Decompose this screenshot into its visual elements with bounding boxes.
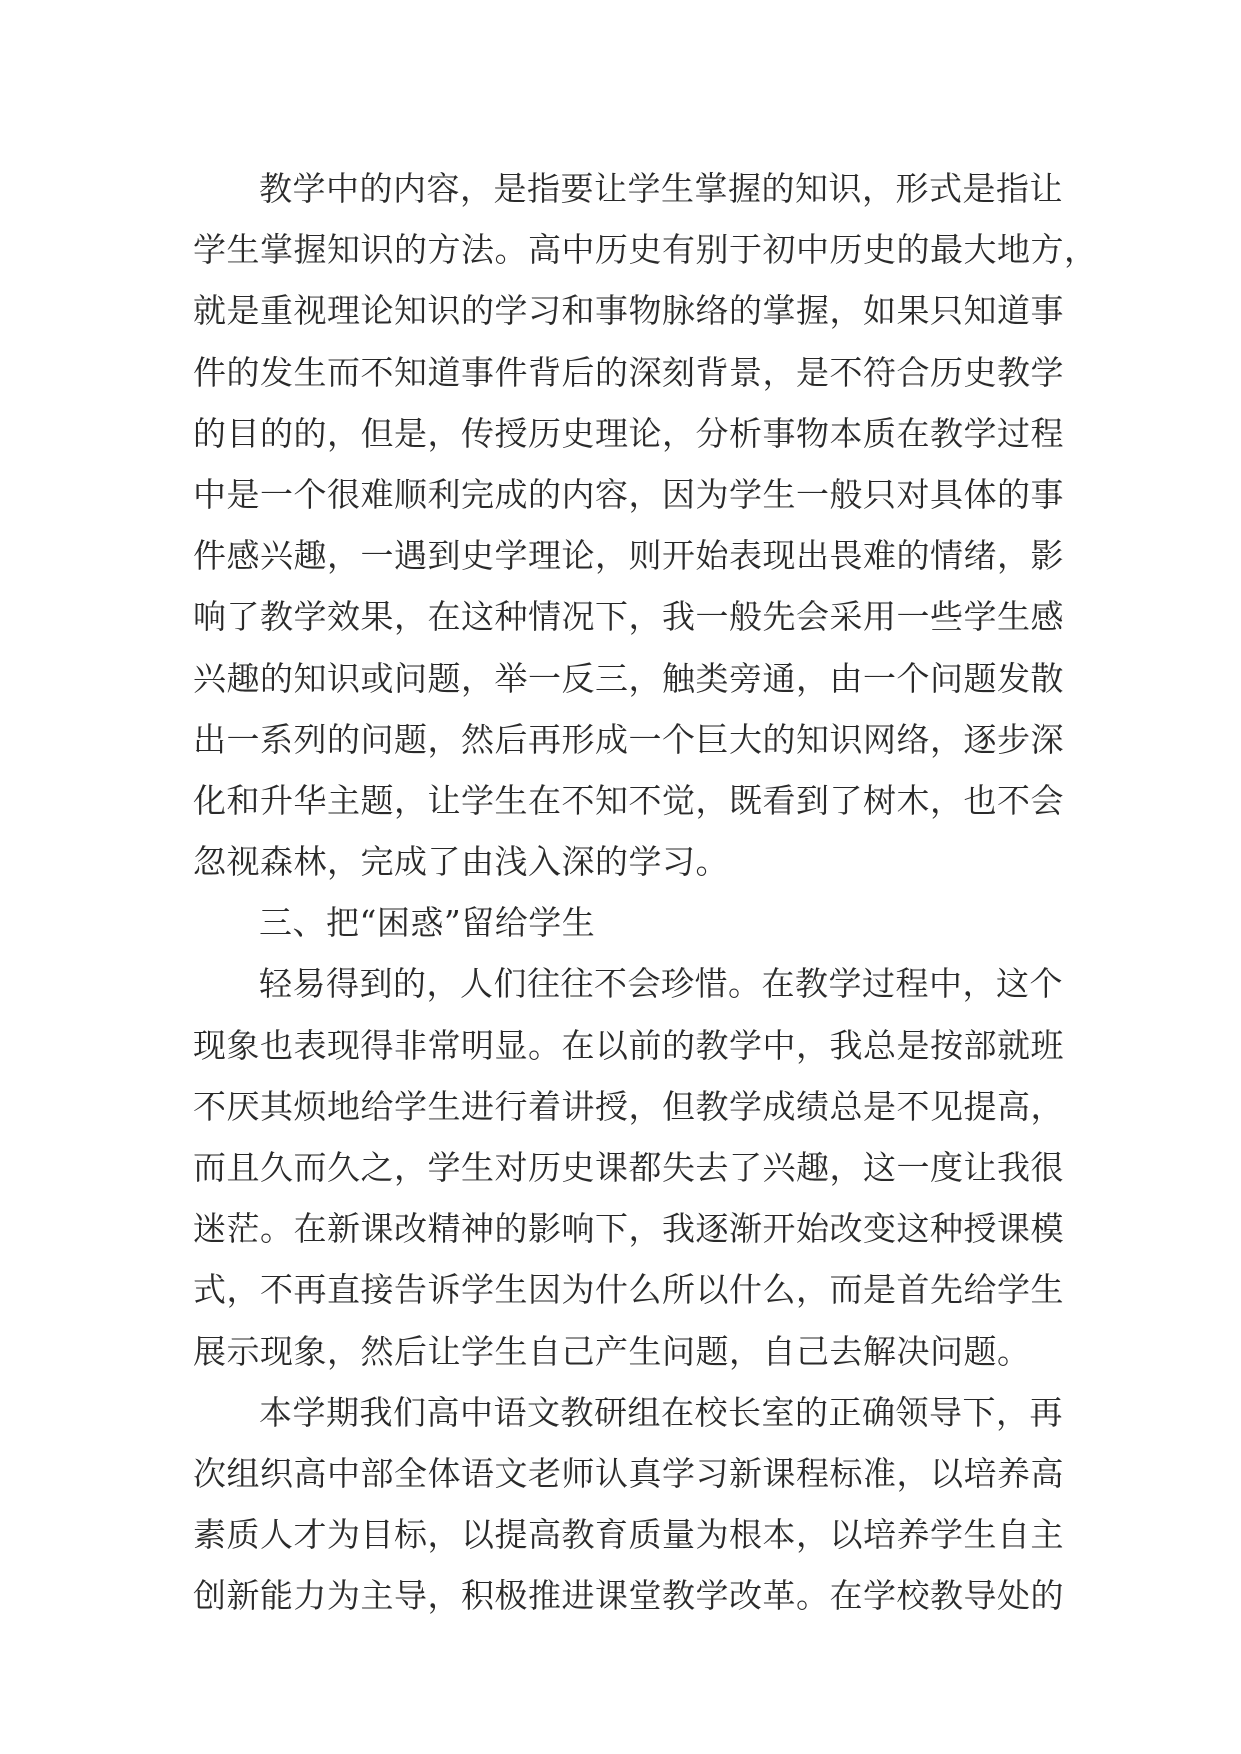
text-line: 中是一个很难顺利完成的内容，因为学生一般只对具体的事 [193,474,1064,514]
text-line: 教学中的内容，是指要让学生掌握的知识，形式是指让 [259,169,1063,208]
text-line: 件的发生而不知道事件背后的深刻背景，是不符合历史教学 [193,352,1064,392]
text-line: 响了教学效果，在这种情况下，我一般先会采用一些学生感 [193,597,1064,637]
text-line: 现象也表现得非常明显。在以前的教学中，我总是按部就班 [193,1025,1064,1065]
text-line: 的目的的，但是，传授历史理论，分析事物本质在教学过程 [193,413,1064,453]
text-line: 件感兴趣，一遇到史学理论，则开始表现出畏难的情绪，影 [193,536,1064,576]
text-line: 素质人才为目标，以提高教育质量为根本，以培养学生自主 [193,1515,1064,1555]
text-line: 出一系列的问题，然后再形成一个巨大的知识网络，逐步深 [193,719,1064,759]
text-line: 兴趣的知识或问题，举一反三，触类旁通，由一个问题发散 [193,658,1064,698]
text-line: 三、把“困惑”留给学生 [259,903,596,943]
text-line: 式，不再直接告诉学生因为什么所以什么，而是首先给学生 [193,1270,1064,1310]
text-line: 展示现象，然后让学生自己产生问题，自己去解决问题。 [193,1331,1031,1371]
text-line: 创新能力为主导，积极推进课堂教学改革。在学校教导处的 [193,1576,1064,1616]
text-line: 轻易得到的，人们往往不会珍惜。在教学过程中，这个 [259,964,1063,1004]
text-line: 学生掌握知识的方法。高中历史有别于初中历史的最大地方， [193,230,1098,270]
body-text [193,158,1098,1627]
text-line: 而且久而久之，学生对历史课都失去了兴趣，这一度让我很 [193,1148,1064,1187]
text-line: 迷茫。在新课改精神的影响下，我逐渐开始改变这种授课模 [193,1209,1064,1249]
text-line: 化和升华主题，让学生在不知不觉，既看到了树木，也不会 [193,780,1064,820]
text-line: 不厌其烦地给学生进行着讲授，但教学成绩总是不见提高， [193,1086,1064,1126]
text-line: 本学期我们高中语文教研组在校长室的正确领导下，再 [259,1392,1063,1432]
text-line: 忽视森林，完成了由浅入深的学习。 [193,842,729,882]
text-line: 次组织高中部全体语文老师认真学习新课程标准，以培养高 [193,1453,1064,1493]
text-line: 就是重视理论知识的学习和事物脉络的掌握，如果只知道事 [193,291,1064,331]
